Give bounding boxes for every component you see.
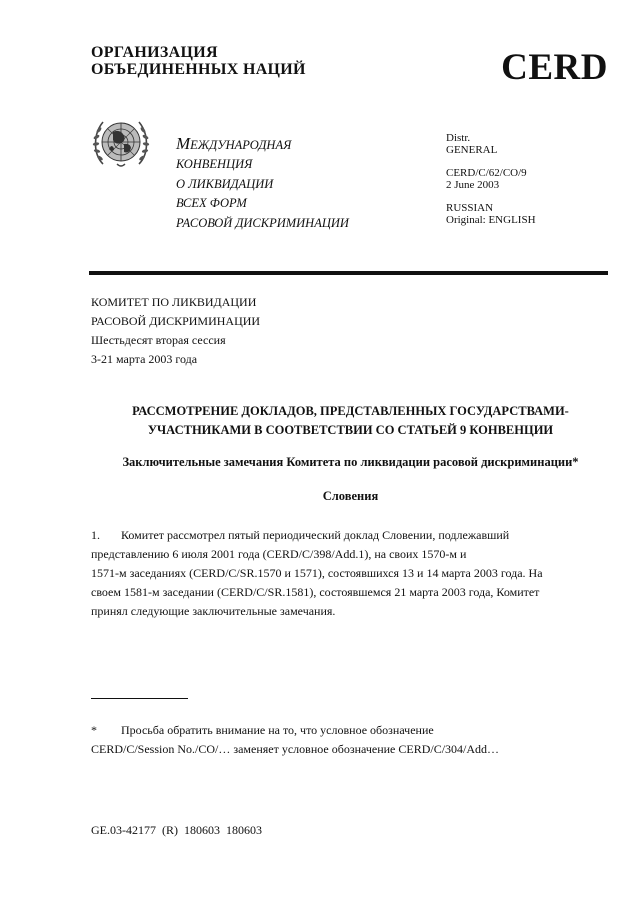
session-info: [91, 293, 260, 369]
document-date: 2 June 2003: [446, 178, 500, 191]
main-heading-line-1: РАССМОТРЕНИЕ ДОКЛАДОВ, ПРЕДСТАВЛЕННЫХ ГОСУДАРСТВАМИ-: [132, 404, 569, 418]
original-language: Original: ENGLISH: [446, 213, 536, 226]
paragraph-1: [91, 526, 543, 621]
document-language: RUSSIAN: [446, 202, 494, 214]
organization-name: [91, 44, 306, 78]
session-line-2: РАСОВОЙ ДИСКРИМИНАЦИИ: [91, 314, 261, 328]
country-title: Словения: [322, 489, 379, 503]
session-line-3: Шестьдесят вторая сессия: [91, 333, 226, 347]
convention-title-initial: М: [176, 134, 191, 153]
paragraph-line: своем 1581-м заседании (CERD/C/SR.1581), состоявшемся 21 марта 2003 года, Комитет: [91, 585, 540, 599]
distr-label: Distr.: [446, 132, 471, 144]
convention-title-rest: ЕЖДУНАРОДНАЯ: [190, 138, 292, 152]
convention-title-line-3: О ЛИКВИДАЦИИ: [176, 176, 274, 191]
convention-title-line-4: ВСЕХ ФОРМ: [176, 196, 247, 211]
paragraph-line: 1571-м заседаниях (CERD/C/SR.1570 и 1571), состоявшихся 13 и 14 марта 2003 года. На: [91, 566, 543, 580]
session-line-1: КОМИТЕТ ПО ЛИКВИДАЦИИ: [91, 295, 257, 309]
footnote: [91, 721, 499, 759]
main-heading-line-2: УЧАСТНИКАМИ В СООТВЕТСТВИИ СО СТАТЬЕЙ 9 КОНВЕНЦИИ: [147, 423, 554, 437]
document-info-block: [446, 133, 536, 226]
document-series-symbol: CERD: [501, 47, 608, 88]
footnote-line: * Просьба обратить внимание на то, что условное обозначение: [91, 721, 499, 740]
org-line-1: ОРГАНИЗАЦИЯ: [91, 44, 218, 61]
un-emblem-icon: [91, 114, 151, 172]
convention-title-line-5: РАСОВОЙ ДИСКРИМИНАЦИИ: [176, 215, 349, 230]
subheading: Заключительные замечания Комитета по ликвидации расовой дискриминации*: [122, 455, 579, 469]
footnote-line: CERD/C/Session No./CO/… заменяет условное обозначение CERD/C/304/Add…: [91, 742, 500, 756]
convention-title-line-2: КОНВЕНЦИЯ: [176, 157, 253, 172]
header-divider: [89, 271, 608, 275]
convention-title: [176, 134, 349, 233]
distribution-type: GENERAL: [446, 143, 498, 156]
paragraph-line: представлению 6 июля 2001 года (CERD/C/398/Add.1), на своих 1570-м и: [91, 547, 467, 561]
paragraph-line: принял следующие заключительные замечания.: [91, 604, 336, 618]
footnote-mark: *: [91, 723, 97, 737]
job-number: GE.03-42177 (R) 180603 180603: [91, 823, 262, 837]
document-symbol: CERD/C/62/CO/9: [446, 167, 527, 179]
paragraph-line: 1. Комитет рассмотрел пятый периодический доклад Словении, подлежавший: [91, 526, 543, 545]
main-heading: [91, 402, 610, 440]
org-line-2: ОБЪЕДИНЕННЫХ НАЦИЙ: [91, 61, 306, 78]
session-line-4: 3-21 марта 2003 года: [91, 352, 198, 366]
convention-title-line-1: [176, 134, 349, 155]
paragraph-number: 1.: [91, 528, 100, 542]
footnote-separator: [91, 698, 188, 699]
